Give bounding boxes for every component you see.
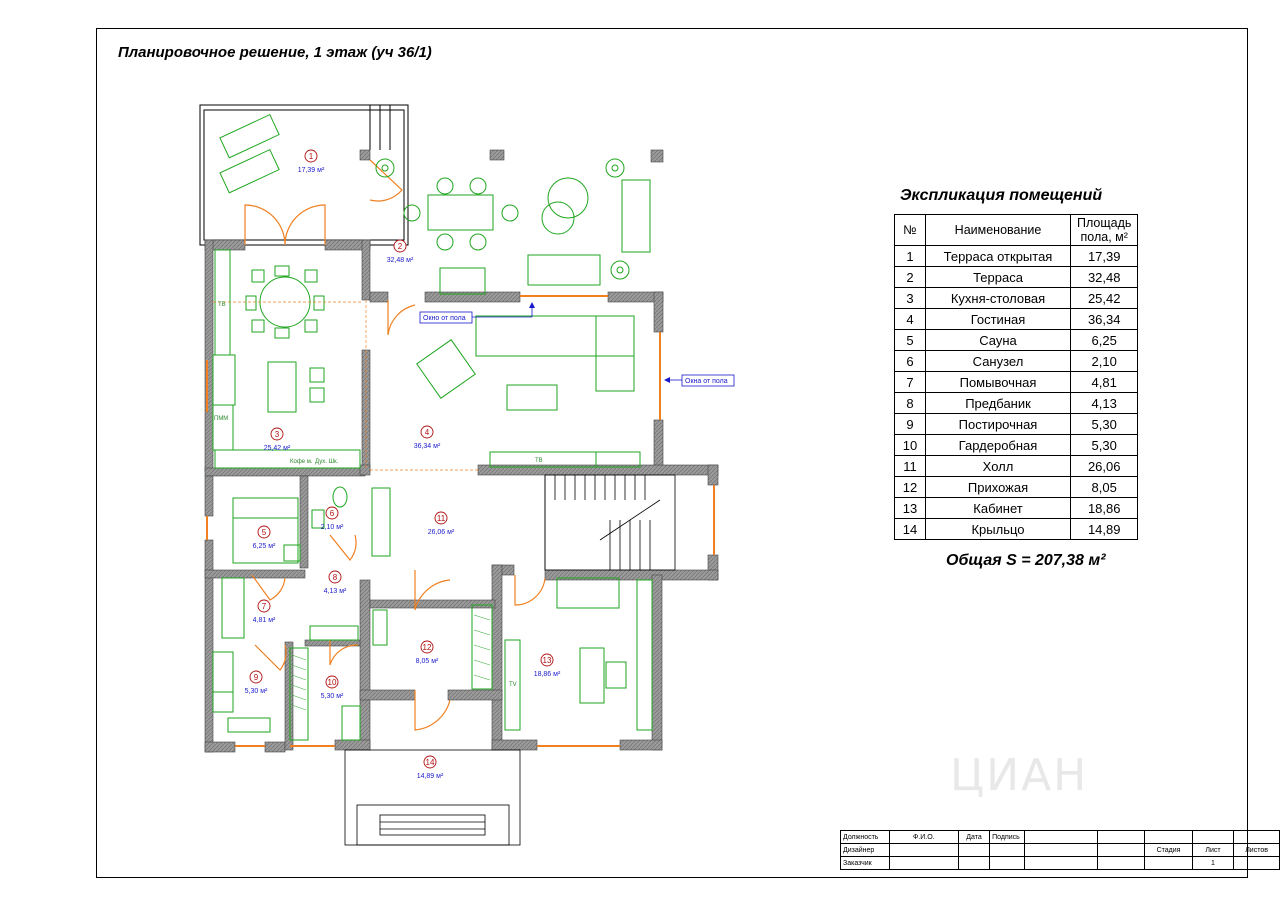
explication-cell-name: Сауна: [926, 330, 1071, 351]
explication-cell-name: Прихожая: [926, 477, 1071, 498]
explication-cell-area: 5,30: [1071, 435, 1138, 456]
explication-row: [895, 498, 1138, 519]
room-number: 7: [261, 602, 267, 611]
stamp-sign: Подпись: [990, 831, 1025, 844]
explication-cell-name: Терраса: [926, 267, 1071, 288]
oven-label: Дух. Шк.: [315, 459, 339, 465]
explication-cell-no: 6: [895, 351, 926, 372]
tv-label-office: TV: [509, 682, 517, 688]
title-block: [840, 830, 1280, 870]
explication-cell-area: 32,48: [1071, 267, 1138, 288]
staircase: [545, 475, 675, 570]
stamp-stage: Стадия: [1145, 844, 1193, 857]
room-area-label: 18,86 м²: [533, 671, 561, 678]
col-header-name: Наименование: [926, 215, 1071, 246]
tv-label-living: ТВ: [535, 458, 543, 464]
explication-cell-no: 2: [895, 267, 926, 288]
explication-cell-name: Крыльцо: [926, 519, 1071, 540]
room-number: 14: [425, 758, 435, 767]
watermark: ЦИАН: [950, 750, 1089, 801]
explication-cell-no: 5: [895, 330, 926, 351]
room-area-label: 36,34 м²: [413, 443, 441, 450]
explication-cell-no: 8: [895, 393, 926, 414]
explication-title: Экспликация помещений: [900, 187, 1103, 204]
room-number: 5: [261, 528, 267, 537]
explication-cell-no: 1: [895, 246, 926, 267]
terrace-1-frame: [200, 105, 408, 245]
window-note-2: [664, 375, 734, 386]
explication-row: [895, 246, 1138, 267]
svg-text:Окно от пола: Окно от пола: [423, 315, 466, 322]
room-area-label: 4,13 м²: [323, 588, 347, 595]
explication-cell-area: 8,05: [1071, 477, 1138, 498]
explication-cell-no: 4: [895, 309, 926, 330]
explication-cell-name: Гардеробная: [926, 435, 1071, 456]
explication-cell-name: Предбаник: [926, 393, 1071, 414]
sheet-title: Планировочное решение, 1 этаж (уч 36/1): [118, 44, 432, 61]
stamp-sheets: Листов: [1234, 844, 1280, 857]
explication-row: [895, 477, 1138, 498]
stamp-sheet-no: 1: [1192, 857, 1233, 870]
explication-cell-no: 11: [895, 456, 926, 477]
explication-cell-no: 14: [895, 519, 926, 540]
explication-row: [895, 519, 1138, 540]
room-number: 13: [542, 656, 552, 665]
room-area-label: 32,48 м²: [386, 257, 414, 264]
explication-cell-name: Помывочная: [926, 372, 1071, 393]
pmm-label: ПММ: [214, 416, 229, 422]
room-number: 10: [327, 678, 337, 687]
explication-row: [895, 393, 1138, 414]
explication-cell-name: Гостиная: [926, 309, 1071, 330]
explication-cell-area: 36,34: [1071, 309, 1138, 330]
room-number: 8: [332, 573, 338, 582]
explication-cell-name: Постирочная: [926, 414, 1071, 435]
room-number: 3: [274, 430, 280, 439]
explication-cell-no: 13: [895, 498, 926, 519]
room-area-label: 8,05 м²: [415, 658, 439, 665]
room-number: 4: [424, 428, 430, 437]
room-area-label: 5,30 м²: [320, 693, 344, 700]
stamp-client: Заказчик: [841, 857, 890, 870]
explication-cell-no: 7: [895, 372, 926, 393]
room-number: 1: [308, 152, 314, 161]
explication-cell-name: Холл: [926, 456, 1071, 477]
explication-cell-area: 14,89: [1071, 519, 1138, 540]
stamp-fio: Ф.И.О.: [889, 831, 958, 844]
windows: [207, 296, 714, 746]
room-area-label: 26,06 м²: [427, 529, 455, 536]
explication-row: [895, 414, 1138, 435]
explication-row: [895, 309, 1138, 330]
explication-row: [895, 288, 1138, 309]
explication-cell-area: 25,42: [1071, 288, 1138, 309]
explication-cell-no: 9: [895, 414, 926, 435]
room-number: 12: [422, 643, 432, 652]
room-area-label: 2,10 м²: [320, 524, 344, 531]
total-area: Общая S = 207,38 м²: [946, 552, 1106, 569]
explication-cell-name: Кухня-столовая: [926, 288, 1071, 309]
explication-table: [894, 214, 1138, 540]
explication-cell-area: 5,30: [1071, 414, 1138, 435]
explication-cell-area: 17,39: [1071, 246, 1138, 267]
svg-text:Окна от пола: Окна от пола: [685, 378, 728, 385]
plant-icons: [376, 159, 629, 279]
window-note-1: [420, 302, 535, 323]
explication-cell-area: 18,86: [1071, 498, 1138, 519]
explication-cell-area: 4,81: [1071, 372, 1138, 393]
stamp-sheet: Лист: [1192, 844, 1233, 857]
explication-cell-name: Санузел: [926, 351, 1071, 372]
room-area-label: 25,42 м²: [263, 445, 291, 452]
tv-label-kitchen: ТВ: [218, 302, 226, 308]
room-area-label: 4,81 м²: [252, 617, 276, 624]
stamp-position: Должность: [841, 831, 890, 844]
explication-row: [895, 456, 1138, 477]
explication-row: [895, 267, 1138, 288]
col-header-no: №: [895, 215, 926, 246]
explication-row: [895, 351, 1138, 372]
explication-cell-name: Терраса открытая: [926, 246, 1071, 267]
explication-cell-area: 4,13: [1071, 393, 1138, 414]
explication-cell-area: 6,25: [1071, 330, 1138, 351]
room-number: 6: [329, 509, 335, 518]
explication-cell-name: Кабинет: [926, 498, 1071, 519]
room-area-label: 17,39 м²: [297, 167, 325, 174]
room-area-label: 14,89 м²: [416, 773, 444, 780]
room-number: 9: [253, 673, 259, 682]
stamp-date: Дата: [958, 831, 989, 844]
explication-row: [895, 372, 1138, 393]
explication-row: [895, 330, 1138, 351]
room-area-label: 6,25 м²: [252, 543, 276, 550]
explication-row: [895, 435, 1138, 456]
stamp-designer: Дизайнер: [841, 844, 890, 857]
room-number: 11: [436, 514, 446, 523]
explication-cell-no: 3: [895, 288, 926, 309]
room-number: 2: [397, 242, 403, 251]
explication-cell-no: 12: [895, 477, 926, 498]
explication-cell-area: 2,10: [1071, 351, 1138, 372]
col-header-area: Площадь пола, м²: [1071, 215, 1138, 246]
explication-cell-no: 10: [895, 435, 926, 456]
room-area-label: 5,30 м²: [244, 688, 268, 695]
coffee-label: Кофе м.: [290, 459, 313, 465]
explication-cell-area: 26,06: [1071, 456, 1138, 477]
